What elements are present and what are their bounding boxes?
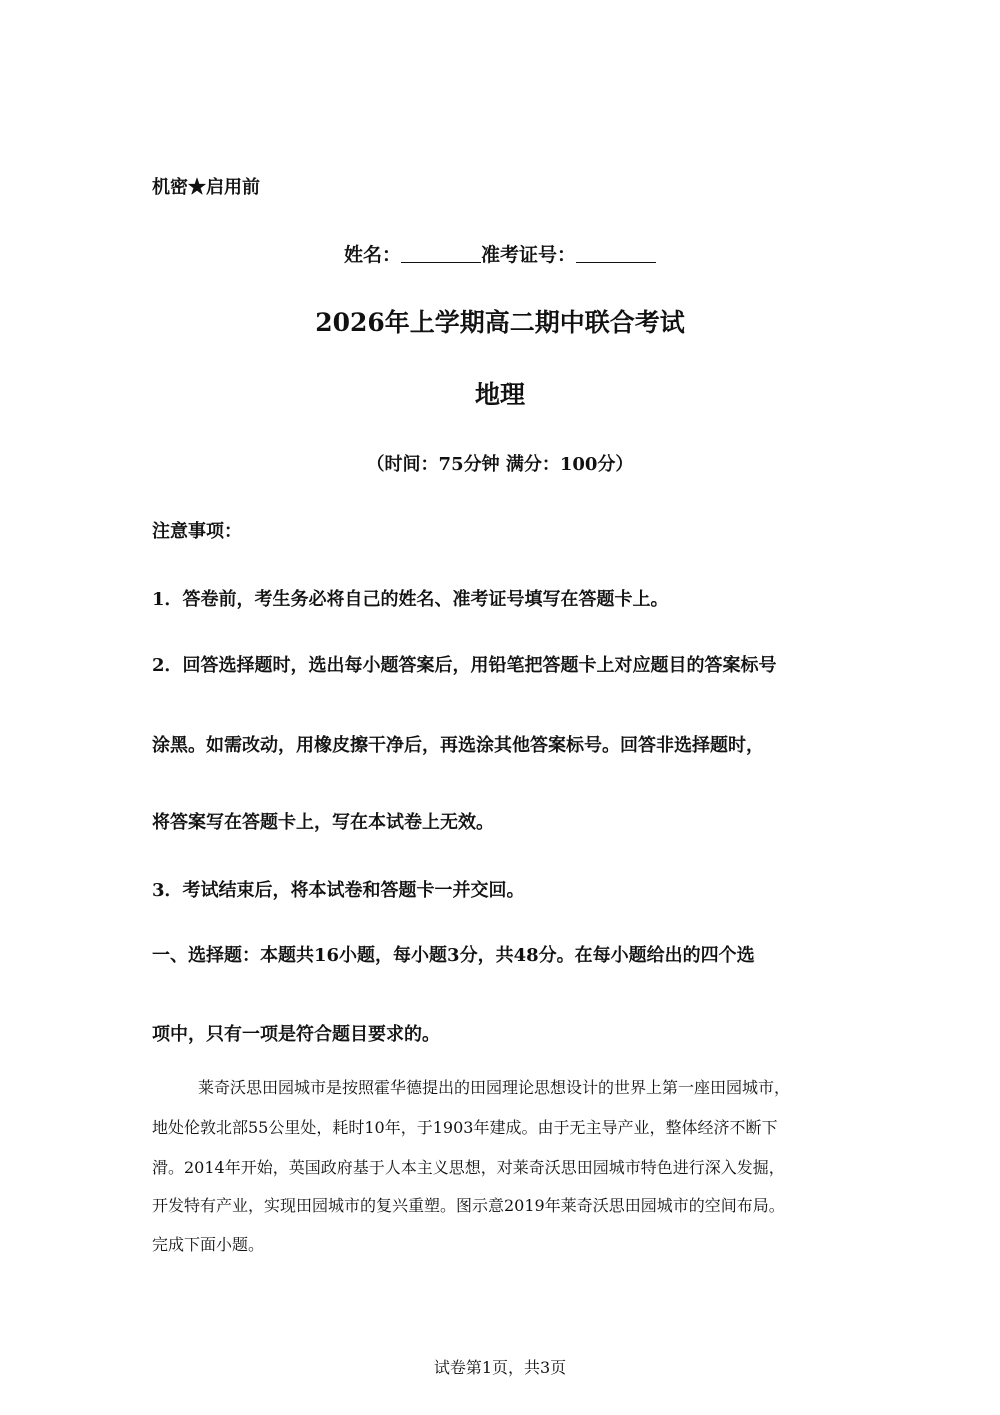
exam-id-blank: [576, 246, 656, 263]
passage-line-4: 开发特有产业，实现田园城市的复兴重塑。图示意2019年莱奇沃思田园城市的空间布局。: [152, 1196, 785, 1215]
passage-line-5: 完成下面小题。: [152, 1235, 265, 1254]
name-label: 姓名：: [343, 244, 401, 266]
passage-line-2: 地处伦敦北部55公里处，耗时10年，于1903年建成。由于无主导产业，整体经济不断下: [152, 1118, 778, 1137]
section-heading-line-1: 一、选择题：本题共16小题，每小题3分，共48分。在每小题给出的四个选: [152, 945, 755, 966]
notice-item-1: 1．答卷前，考生务必将自己的姓名、准考证号填写在答题卡上。: [152, 589, 669, 610]
passage-line-3: 滑。2014年开始，英国政府基于人本主义思想，对莱奇沃思田园城市特色进行深入发掘，: [152, 1158, 785, 1177]
notice-item-3: 3．考试结束后，将本试卷和答题卡一并交回。: [152, 880, 525, 901]
time-score-info: （时间：75分钟 满分：100分）: [366, 454, 634, 475]
notice-heading: 注意事项：: [152, 521, 242, 542]
page-footer: 试卷第1页，共3页: [433, 1358, 567, 1377]
notice-item-2-line-1: 2．回答选择题时，选出每小题答案后，用铅笔把答题卡上对应题目的答案标号: [152, 655, 777, 676]
name-blank: [401, 246, 481, 263]
notice-item-2-line-2: 涂黑。如需改动，用橡皮擦干净后，再选涂其他答案标号。回答非选择题时，: [152, 735, 764, 756]
confidential-label: 机密★启用前: [152, 177, 260, 198]
notice-item-2-line-3: 将答案写在答题卡上，写在本试卷上无效。: [152, 812, 494, 833]
candidate-info-line: [0, 240, 1000, 267]
passage-line-1: 莱奇沃思田园城市是按照霍华德提出的田园理论思想设计的世界上第一座田园城市，: [198, 1078, 791, 1097]
exam-id-label: 准考证号：: [481, 244, 577, 266]
subject-title: 地理: [474, 380, 525, 409]
exam-title: 2026年上学期高二期中联合考试: [315, 308, 685, 337]
section-heading-line-2: 项中，只有一项是符合题目要求的。: [152, 1024, 440, 1045]
